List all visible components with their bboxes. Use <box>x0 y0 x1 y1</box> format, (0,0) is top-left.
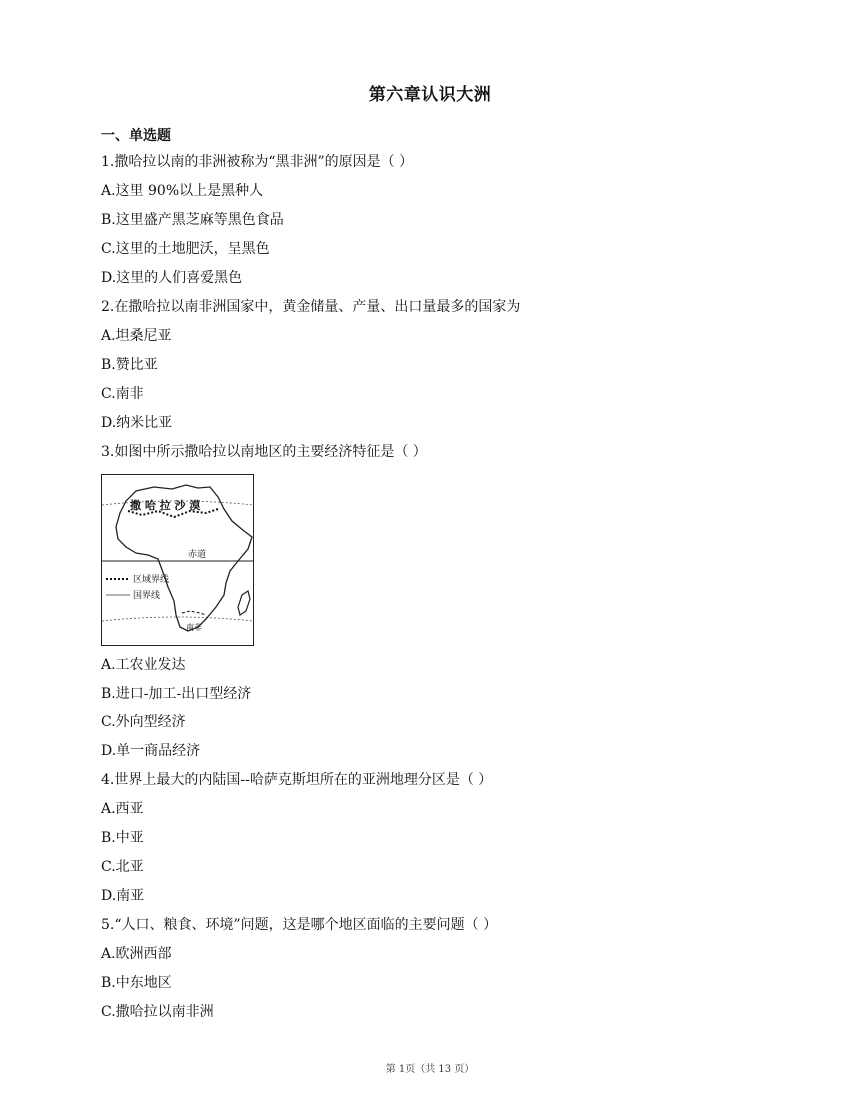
question-1-option-b: B.这里盛产黑芝麻等黑色食品 <box>101 212 284 228</box>
legend-region-label: 区域界线 <box>133 575 170 585</box>
question-3-option-d: D.单一商品经济 <box>101 743 201 759</box>
question-2-option-b: B.赞比亚 <box>101 357 158 373</box>
question-3-stem: 3.如图中所示撒哈拉以南地区的主要经济特征是（ ） <box>101 444 427 460</box>
question-5-option-a: A.欧洲西部 <box>101 946 172 962</box>
legend-country-label: 国界线 <box>133 591 161 601</box>
section-heading: 一、单选题 <box>101 128 171 144</box>
page-title: 第六章认识大洲 <box>368 85 492 105</box>
question-5-option-c: C.撒哈拉以南非洲 <box>101 1004 214 1020</box>
question-5-stem: 5.“人口、粮食、环境”问题，这是哪个地区面临的主要问题（ ） <box>101 917 498 933</box>
sahara-label: 撒 哈 拉 沙 漠 <box>130 499 201 512</box>
question-1-option-c: C.这里的土地肥沃，呈黑色 <box>101 241 270 257</box>
equator-label: 赤道 <box>188 550 207 560</box>
question-4-option-b: B.中亚 <box>101 830 144 846</box>
africa-map-figure <box>101 474 254 646</box>
south-africa-border <box>182 611 206 615</box>
question-4-option-d: D.南亚 <box>101 888 145 904</box>
question-3-option-b: B.进口-加工-出口型经济 <box>101 686 252 702</box>
question-4-option-a: A.西亚 <box>101 801 144 817</box>
page-footer: 第 1页（共 13 页） <box>385 1064 475 1075</box>
question-3-option-c: C.外向型经济 <box>101 714 186 730</box>
question-2-option-a: A.坦桑尼亚 <box>101 328 172 344</box>
question-4-option-c: C.北亚 <box>101 859 144 875</box>
question-3-option-a: A.工农业发达 <box>101 657 186 673</box>
question-1-stem: 1.撒哈拉以南的非洲被称为“黑非洲”的原因是（ ） <box>101 154 414 170</box>
question-2-option-d: D.纳米比亚 <box>101 415 173 431</box>
question-2-stem: 2.在撒哈拉以南非洲国家中，黄金储量、产量、出口量最多的国家为 <box>101 299 521 315</box>
question-4-stem: 4.世界上最大的内陆国--哈萨克斯坦所在的亚洲地理分区是（ ） <box>101 772 493 788</box>
question-2-option-c: C.南非 <box>101 386 144 402</box>
question-1-option-d: D.这里的人们喜爱黑色 <box>101 270 243 286</box>
south-africa-label: 南非 <box>186 623 202 632</box>
question-1-option-a: A.这里 90%以上是黑种人 <box>101 183 264 199</box>
madagascar-outline <box>238 591 250 615</box>
question-5-option-b: B.中东地区 <box>101 975 172 991</box>
